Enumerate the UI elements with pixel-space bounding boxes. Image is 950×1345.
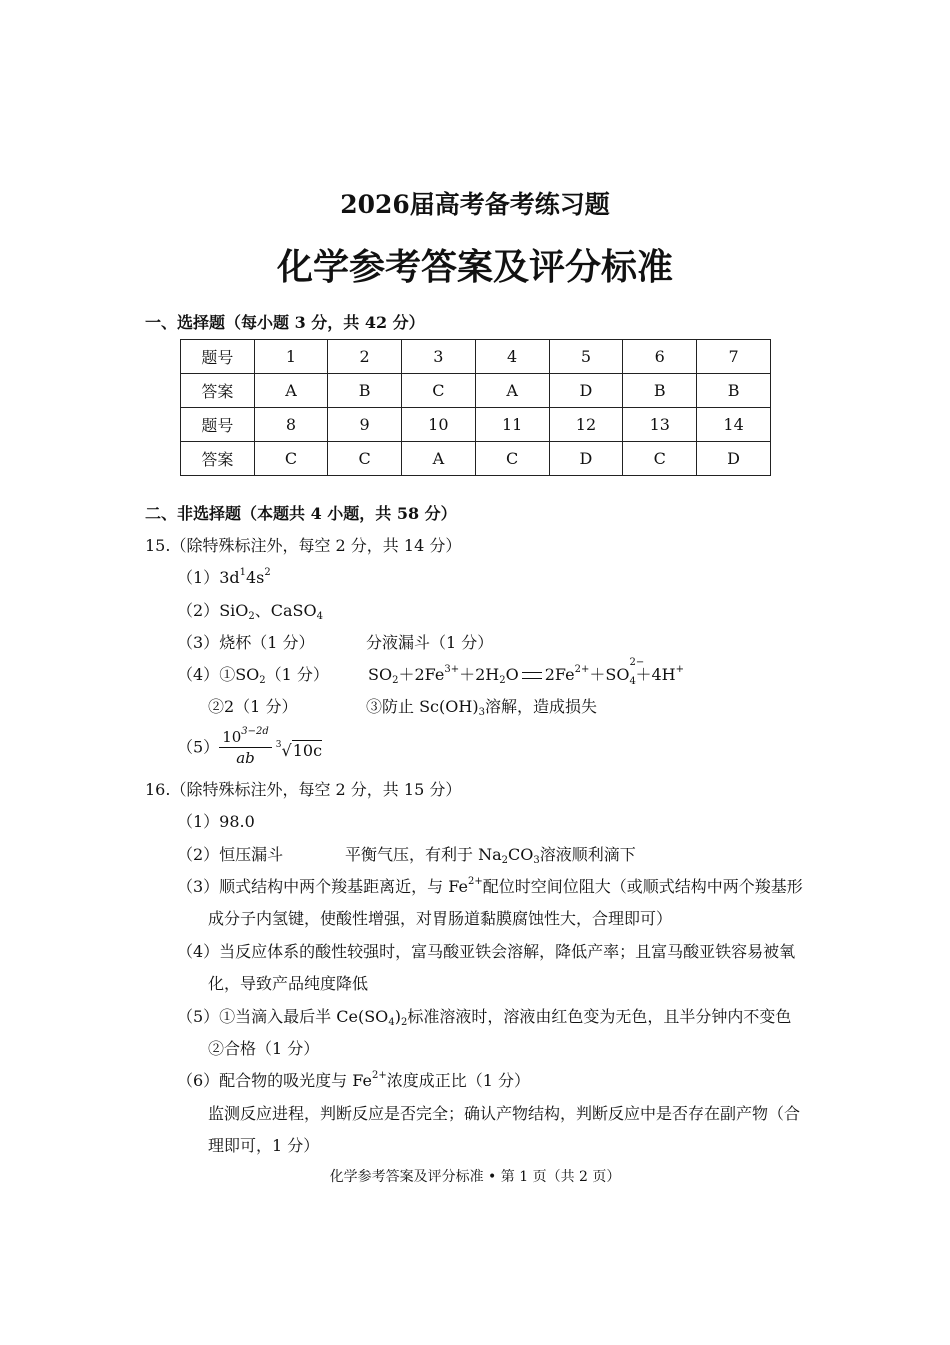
q16-part5-line2: ②合格（1 分） <box>208 1039 320 1058</box>
q16-part4-line1: （4）当反应体系的酸性较强时，富马酸亚铁会溶解，降低产率；且富马酸亚铁容易被氧 <box>177 942 796 961</box>
table-cell: 13 <box>623 408 697 442</box>
q15-part3: （3）烧杯（1 分） <box>177 633 315 652</box>
q16-part5-line1: （5）①当滴入最后半 $Ce(SO_4)_2$标准溶液时，溶液由红色变为无色，且半分钟内不变色 <box>177 1007 792 1028</box>
table-cell: 1 <box>254 340 328 374</box>
row-label: 答案 <box>181 442 255 476</box>
table-cell: D <box>549 374 623 408</box>
table-cell: 8 <box>254 408 328 442</box>
q16-heading: 16.（除特殊标注外，每空 2 分，共 15 分） <box>145 780 462 799</box>
section2-heading: 二、非选择题（本题共 4 小题，共 58 分） <box>145 504 457 523</box>
exam-subtitle: 2026届高考备考练习题 <box>340 190 610 219</box>
q16-part2-a: （2）恒压漏斗 <box>177 845 284 864</box>
table-row <box>181 408 771 442</box>
q16-part2-b: 平衡气压，有利于 $Na_2CO_3$溶液顺利滴下 <box>345 845 636 866</box>
table-cell: 14 <box>697 408 771 442</box>
page-footer: 化学参考答案及评分标准 • 第 1 页（共 2 页） <box>329 1169 621 1185</box>
table-cell: A <box>401 442 475 476</box>
q16-part3-line1: （3）顺式结构中两个羧基距离近，与 $Fe^{2+}$配位时空间位阻大（或顺式结构中两个羧基形 <box>177 876 803 896</box>
q16-part1: （1）98.0 <box>177 812 255 831</box>
q16-part3-line2: 成分子内氢键，使酸性增强，对胃肠道黏膜腐蚀性大，合理即可） <box>208 909 673 928</box>
section1-heading: 一、选择题（每小题 3 分，共 42 分） <box>145 313 425 332</box>
fraction: $\frac{10^{3-2d}}{ab}$ <box>219 728 272 767</box>
table-cell: C <box>254 442 328 476</box>
q15-heading: 15.（除特殊标注外，每空 2 分，共 14 分） <box>145 536 462 555</box>
row-label: 答案 <box>181 374 255 408</box>
q16-part6-line3: 理即可，1 分） <box>208 1136 320 1155</box>
table-cell: 3 <box>401 340 475 374</box>
q15-equation: $SO_2+2Fe^{3+}+2H_2O$ $2Fe^{2+}+SO$ 2− 4 ＋4H+ <box>368 657 684 687</box>
table-row <box>181 442 771 476</box>
table-cell: B <box>697 374 771 408</box>
table-cell: D <box>549 442 623 476</box>
table-cell: A <box>475 374 549 408</box>
q15-part2: （2）SiO$_2$、CaSO$_4$ <box>177 601 324 622</box>
table-cell: C <box>623 442 697 476</box>
table-cell: C <box>475 442 549 476</box>
q15-part4-a: $(4)①SO_2(1$ 分） <box>177 665 329 686</box>
table-cell: A <box>254 374 328 408</box>
table-cell: 12 <box>549 408 623 442</box>
table-row <box>181 374 771 408</box>
table-cell: 7 <box>697 340 771 374</box>
table-cell: 10 <box>401 408 475 442</box>
table-cell: C <box>328 442 402 476</box>
answer-table <box>180 339 771 476</box>
q15-part4-b: ②2（1 分） <box>208 697 298 716</box>
q15-part3-b: 分液漏斗（1 分） <box>366 633 494 652</box>
q16-part6-line1: （6）配合物的吸光度与 $Fe^{2+}$浓度成正比（1 分） <box>177 1070 530 1090</box>
table-cell: 6 <box>623 340 697 374</box>
q15-part5: （5） $\frac{10^{3-2d}}{ab}$ $^3$√10c <box>177 726 323 767</box>
row-label: 题号 <box>181 408 255 442</box>
table-cell: D <box>697 442 771 476</box>
table-cell: 11 <box>475 408 549 442</box>
table-cell: 2 <box>328 340 402 374</box>
cube-root: $^3$√10c <box>275 739 323 760</box>
table-cell: 5 <box>549 340 623 374</box>
table-cell: B <box>623 374 697 408</box>
row-label: 题号 <box>181 340 255 374</box>
q15-part1: $(1)3d^14s^2$ <box>177 567 271 587</box>
q15-part4-c: ③防止 $Sc(OH)_3$溶解，造成损失 <box>366 697 597 718</box>
document-title: 化学参考答案及评分标准 <box>276 246 673 288</box>
table-cell: 4 <box>475 340 549 374</box>
table-cell: 9 <box>328 408 402 442</box>
table-row <box>181 340 771 374</box>
equals-sign <box>522 672 542 679</box>
q16-part6-line2: 监测反应进程，判断反应是否完全；确认产物结构，判断反应中是否存在副产物（合 <box>208 1104 801 1123</box>
table-cell: B <box>328 374 402 408</box>
q16-part4-line2: 化，导致产品纯度降低 <box>208 974 369 993</box>
table-cell: C <box>401 374 475 408</box>
